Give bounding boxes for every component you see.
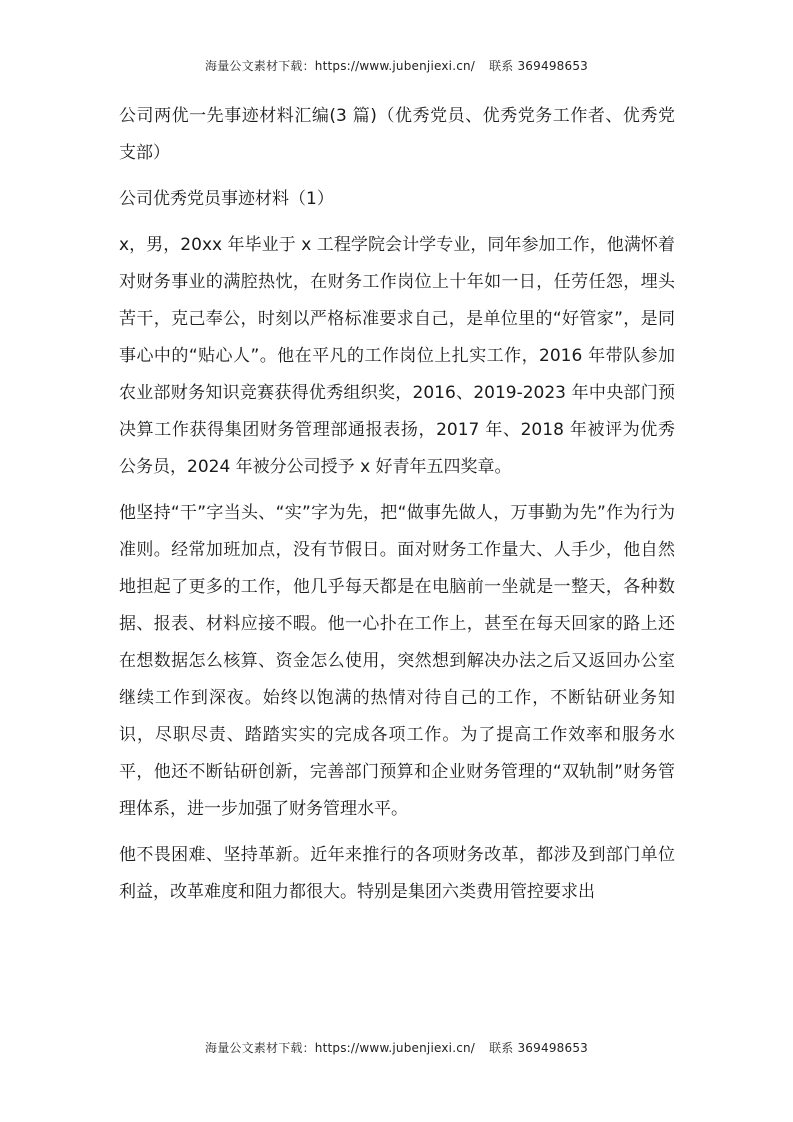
paragraph: x，男，20xx 年毕业于 x 工程学院会计学专业，同年参加工作，他满怀着对财务事业的满腔热忱，在财务工作岗位上十年如一日，任劳任怨，埋头苦干，克己奉公，时刻以严格标准要求自己，是单位里的“好管家”，是同事心中的“贴心人”。他在平凡的工作岗位上扎实工作，2016 年带队参加农业部财务知识竞赛获得优秀组织奖，2016、2019-2023 年中央部门预决算工作获得集团财务管理部通报表扬，2017 年、2018 年被评为优秀公务员，2024 年被分公司授予 x 好青年五四奖章。 — [119, 235, 675, 477]
footer-contact-label: 联系 369498653 — [489, 1041, 588, 1055]
page-footer — [0, 1040, 793, 1056]
paragraph: 他不畏困难、坚持革新。近年来推行的各项财务改革，都涉及到部门单位利益，改革难度和阻力都很大。特别是集团六类费用管控要求出 — [119, 845, 675, 902]
footer-site-label: 海量公文素材下载：https://www.jubenjiexi.cn/ — [205, 1041, 476, 1055]
page-header — [0, 58, 793, 74]
section-heading: 公司优秀党员事迹材料（1） — [119, 189, 334, 209]
document-body — [119, 98, 675, 920]
header-site-label: 海量公文素材下载：https://www.jubenjiexi.cn/ — [205, 59, 476, 73]
document-title: 公司两优一先事迹材料汇编(3 篇)（优秀党员、优秀党务工作者、优秀党支部） — [119, 106, 675, 163]
paragraph: 他坚持“干”字当头、“实”字为先，把“做事先做人，万事勤为先”作为行为准则。经常加班加点，没有节假日。面对财务工作量大、人手少，他自然地担起了更多的工作，他几乎每天都是在电脑前一坐就是一整天，各种数据、报表、材料应接不暇。他一心扑在工作上，甚至在每天回家的路上还在想数据怎么核算、资金怎么使用，突然想到解决办法之后又返回办公室继续工作到深夜。始终以饱满的热情对待自己的工作，不断钻研业务知识，尽职尽责、踏踏实实的完成各项工作。为了提高工作效率和服务水平，他还不断钻研创新，完善部门预算和企业财务管理的“双轨制”财务管理体系，进一步加强了财务管理水平。 — [119, 503, 675, 819]
header-contact-label: 联系 369498653 — [489, 59, 588, 73]
